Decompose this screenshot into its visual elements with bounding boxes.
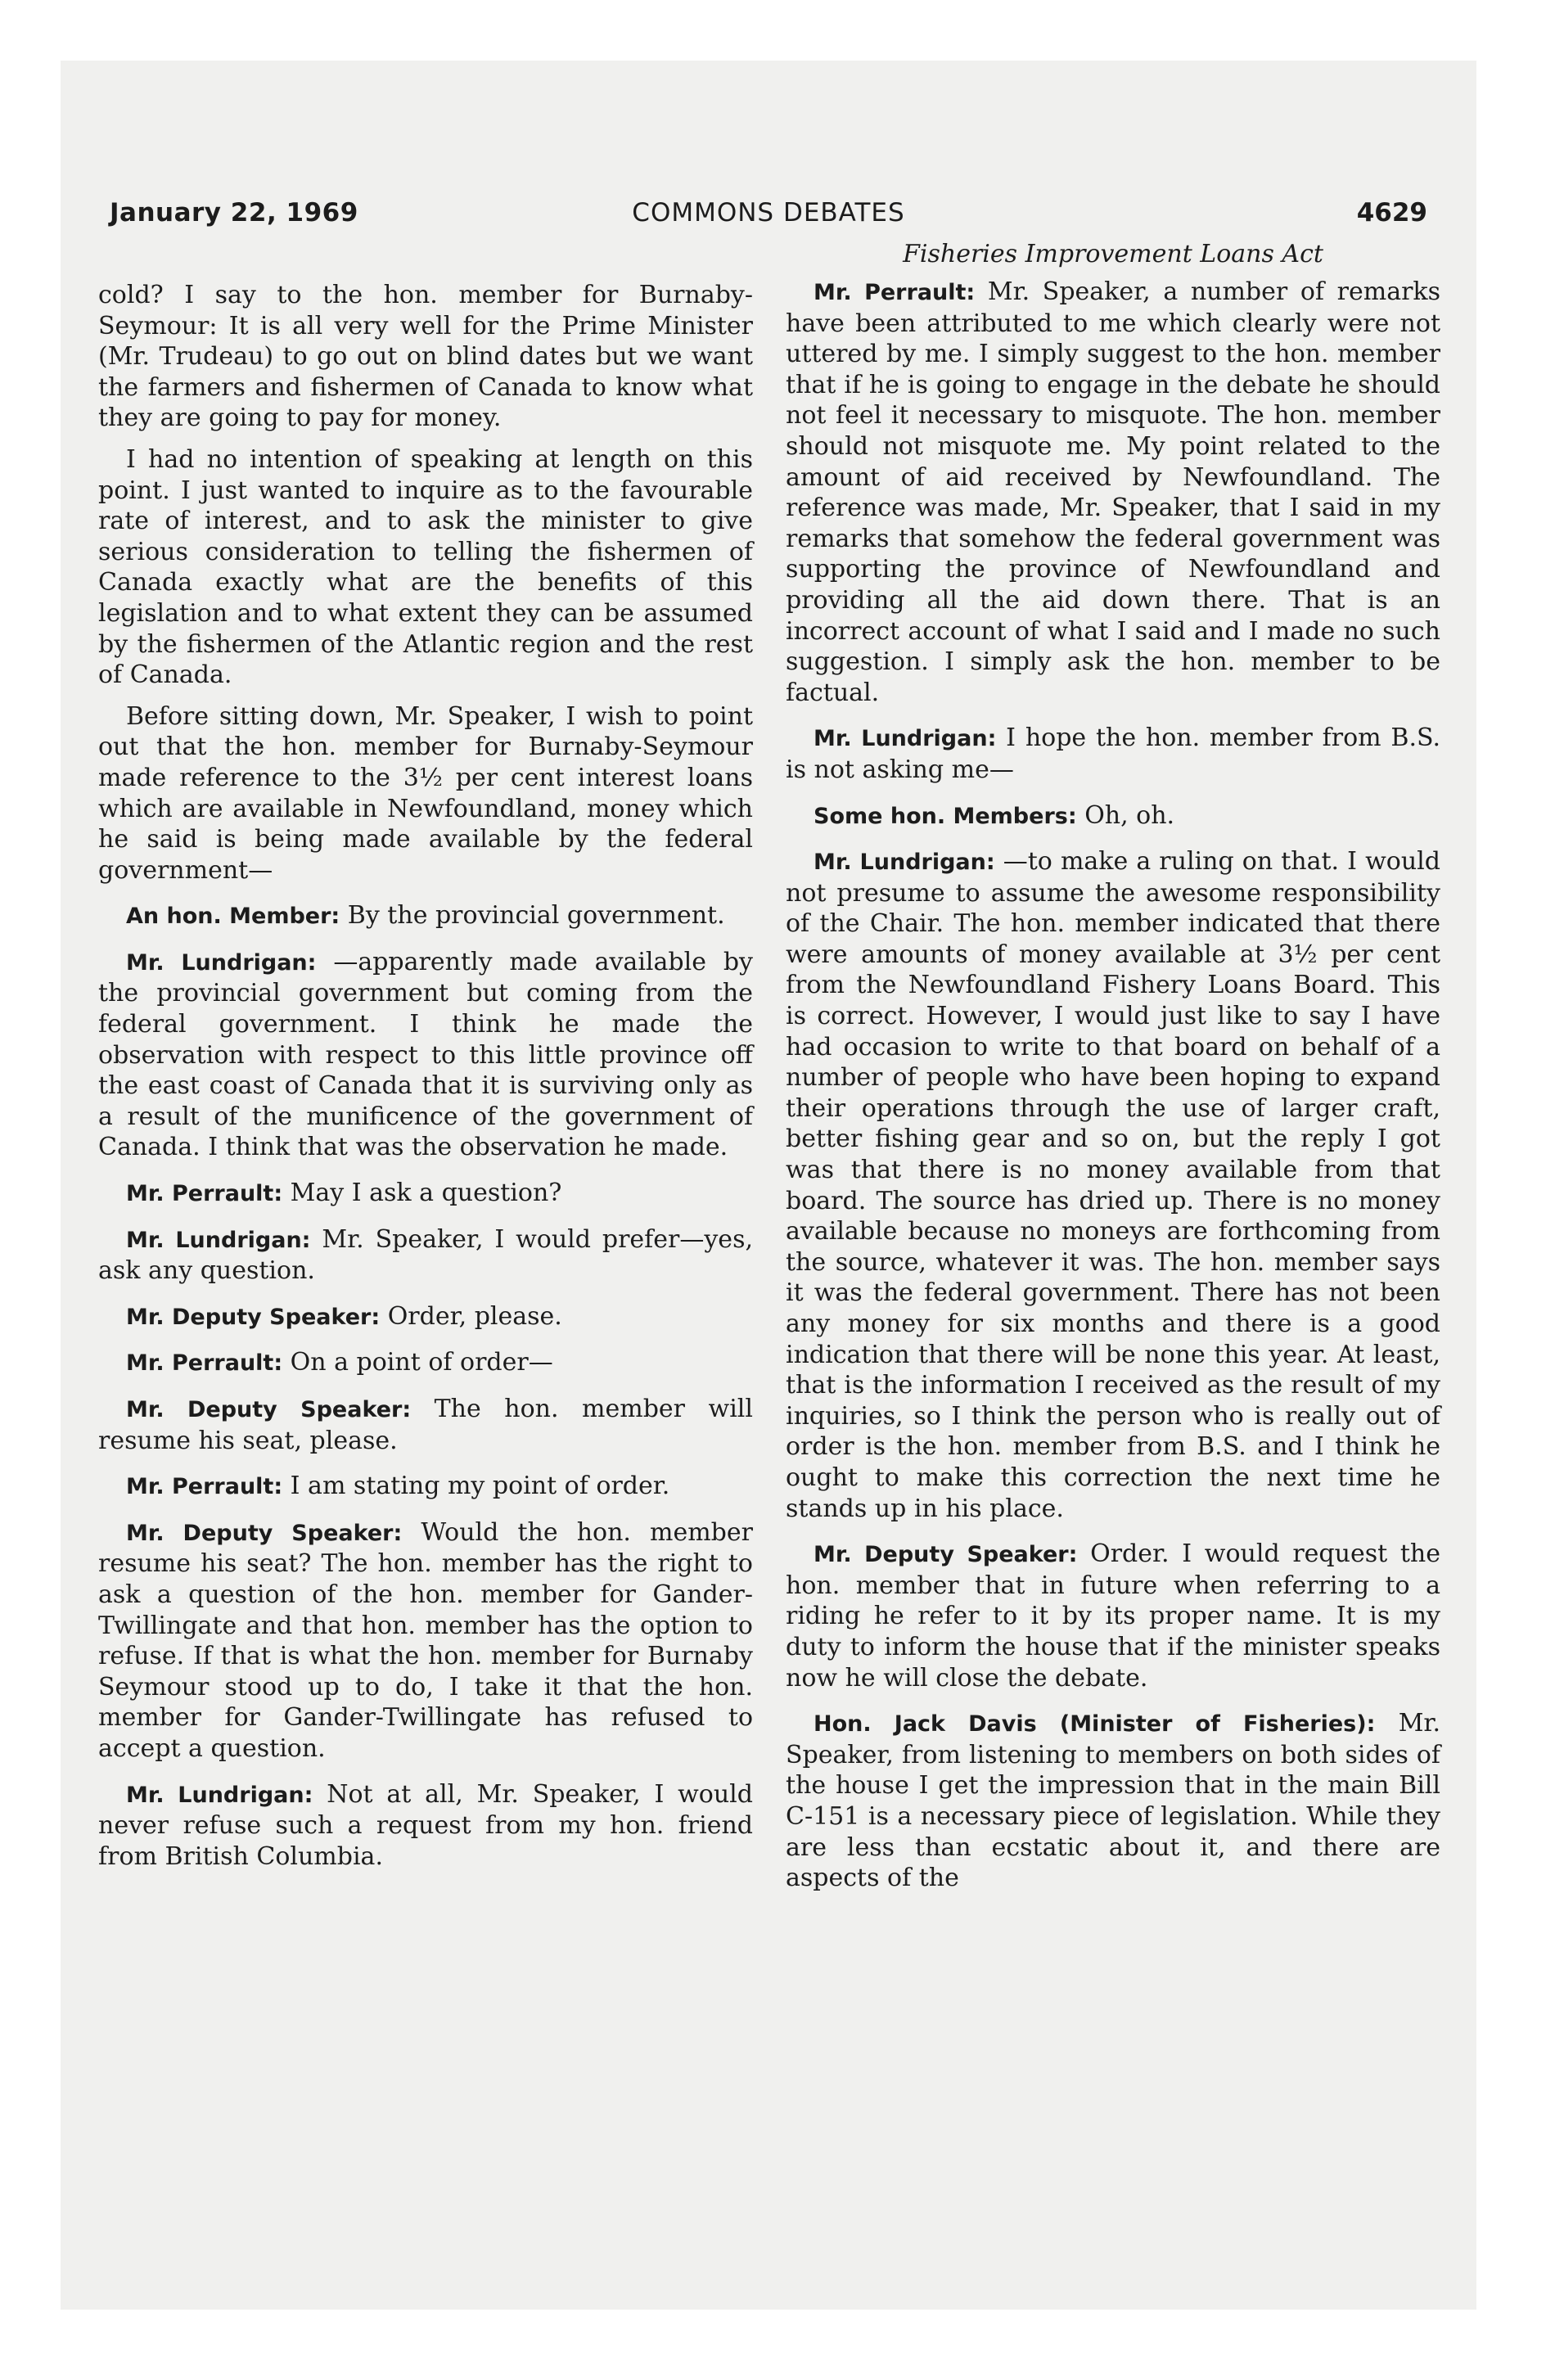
speech	[98, 1301, 753, 1333]
left-column	[98, 280, 753, 1886]
speaker-name: Mr. Deputy Speaker:	[814, 1542, 1078, 1568]
speech	[98, 1471, 753, 1503]
speaker-name: Some hon. Members:	[814, 803, 1077, 829]
speech-text: Mr. Speaker, I would prefer—yes, ask any question.	[98, 1224, 753, 1286]
speech	[786, 846, 1440, 1524]
speech	[98, 1779, 753, 1873]
speech	[98, 1394, 753, 1456]
speech-text: —to make a ruling on that. I would not presume to assume the awesome responsibility of the Chair. The hon. member indicated that there were amounts of money available at 3½ per cent from the Newfoundland Fishery Loans Board. This is correct. However, I would just like to say I have had occasion to write to that board on behalf of a number of people who have been hoping to expand their operations through the use of larger craft, better fishing gear and so on, but the reply I got was that there is no money available from that board. The source has dried up. There is no money available because no moneys are forthcoming from the source, whatever it was. The hon. member says it was the federal government. There has not been any money for six months and there is a good indication that there will be none this year. At least, that is the information I received as the result of my inquiries, so I think the person who is really out of order is the hon. member from B.S. and I think he ought to make this correction the next time he stands up in his place.	[786, 847, 1440, 1523]
page-header	[110, 198, 1427, 234]
speech	[98, 1178, 753, 1210]
speech-text: Order, please.	[387, 1301, 562, 1331]
speech	[98, 947, 753, 1163]
right-column	[786, 239, 1440, 1909]
speech-text: —apparently made available by the provincial government but coming from the federal government. I think he made the observation with respect to this little province off the east coast of Canada that it is surviving only as a result of the munificence of the government of Canada. I think that was the observation he made.	[98, 947, 753, 1162]
paragraph: Before sitting down, Mr. Speaker, I wish to point out that the hon. member for Burnaby-Seymour made reference to the 3½ per cent interest loans which are available in Newfoundland, money which he said is being made available by the federal government—	[98, 701, 753, 885]
speech	[786, 1708, 1440, 1894]
speaker-name: Mr. Lundrigan:	[126, 1782, 313, 1808]
speaker-name: Hon. Jack Davis (Minister of Fisheries):	[814, 1711, 1376, 1738]
speech-text: I hope the hon. member from B.S. is not asking me—	[786, 723, 1440, 784]
speech-text: The hon. member will resume his seat, please.	[98, 1395, 753, 1455]
speech	[786, 723, 1440, 785]
speech-text: On a point of order—	[290, 1348, 553, 1377]
speech	[786, 800, 1440, 832]
speech-text: Order. I would request the hon. member that in future when referring to a riding he refer to it by its proper name. It is my duty to inform the house that if the minister speaks now he will close the debate.	[786, 1539, 1440, 1693]
speech	[786, 1539, 1440, 1693]
speech	[98, 1347, 753, 1379]
speech	[98, 1517, 753, 1765]
header-title: COMMONS DEBATES	[632, 198, 905, 228]
page-number: 4629	[1356, 198, 1427, 228]
speech-text: Oh, oh.	[1084, 800, 1175, 830]
speech-text: Would the hon. member resume his seat? The hon. member has the right to ask a question of the hon. member for Gander-Twillingate and that hon. member has the option to refuse. If that is what the hon. member for Burnaby Seymour stood up to do, I take it that the hon. member for Gander-Twillingate has refused to accept a question.	[98, 1517, 753, 1763]
speaker-name: Mr. Deputy Speaker:	[126, 1397, 412, 1422]
speech	[98, 900, 753, 932]
header-date: January 22, 1969	[110, 198, 358, 228]
speech	[786, 277, 1440, 708]
speaker-name: Mr. Deputy Speaker:	[126, 1304, 381, 1330]
speaker-name: Mr. Lundrigan:	[814, 726, 997, 752]
speaker-name: Mr. Deputy Speaker:	[126, 1520, 403, 1546]
speaker-name: An hon. Member:	[126, 904, 340, 930]
speech-text: By the provincial government.	[347, 901, 725, 931]
speech-text: Mr. Speaker, a number of remarks have been attributed to me which clearly were not uttered by me. I simply suggest to the hon. member that if he is going to engage in the debate he should not feel it necessary to misquote. The hon. member should not misquote me. My point related to the amount of aid received by Newfoundland. The reference was made, Mr. Speaker, that I said in my remarks that somehow the federal government was supporting the province of Newfoundland and providing all the aid down there. That is an incorrect account of what I said and I made no such suggestion. I simply ask the hon. member to be factual.	[786, 277, 1440, 707]
speaker-name: Mr. Perrault:	[126, 1181, 283, 1207]
speech-text: Not at all, Mr. Speaker, I would never refuse such a request from my hon. friend from British Columbia.	[98, 1779, 753, 1871]
speech-text: May I ask a question?	[290, 1179, 562, 1208]
speaker-name: Mr. Perrault:	[126, 1474, 283, 1500]
running-head: Fisheries Improvement Loans Act	[903, 240, 1323, 268]
paragraph: I had no intention of speaking at length on this point. I just wanted to inquire as to the favourable rate of interest, and to ask the minister to give serious consideration to telling the fishermen of Canada exactly what are the benefits of this legislation and to what extent they can be assumed by the fishermen of the Atlantic region and the rest of Canada.	[98, 444, 753, 690]
paragraph: cold? I say to the hon. member for Burnaby-Seymour: It is all very well for the Prime Minister (Mr. Trudeau) to go out on blind dates but we want the farmers and fishermen of Canada to know what they are going to pay for money.	[98, 281, 753, 433]
speaker-name: Mr. Perrault:	[814, 280, 976, 305]
speech-text: Mr. Speaker, from listening to members on both sides of the house I get the impression that in the main Bill C-151 is a necessary piece of legislation. While they are less than ecstatic about it, and there are aspects of the	[786, 1709, 1440, 1893]
document-page	[61, 61, 1476, 2310]
speech-text: I am stating my point of order.	[290, 1472, 670, 1501]
speech	[98, 1224, 753, 1287]
speaker-name: Mr. Perrault:	[126, 1350, 283, 1377]
speaker-name: Mr. Lundrigan:	[814, 850, 995, 876]
speaker-name: Mr. Lundrigan:	[126, 1227, 311, 1253]
speaker-name: Mr. Lundrigan:	[126, 949, 317, 976]
